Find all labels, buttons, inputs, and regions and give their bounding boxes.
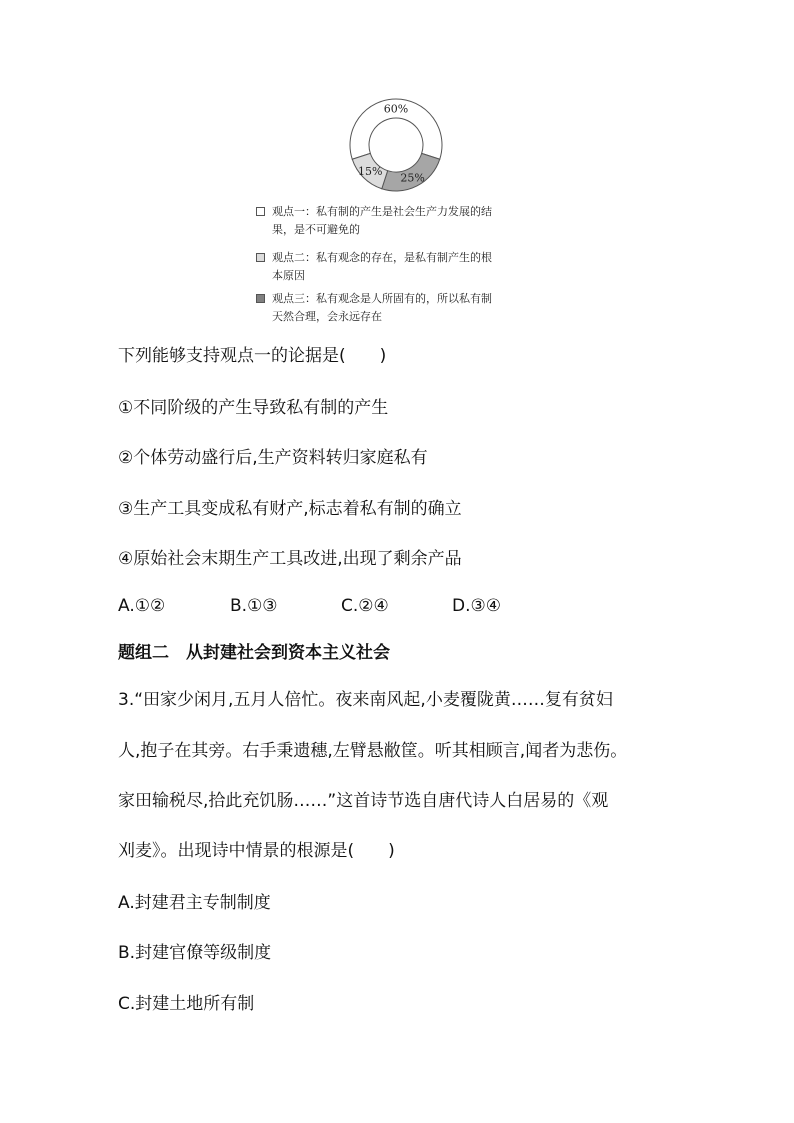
legend-swatch-2 [256,253,265,262]
option-a: A.①② [118,596,166,616]
donut-slice-label-1: 60% [383,102,409,116]
question-3-option-a: A.封建君主专制制度 [118,893,271,913]
question-3-option-c: C.封建土地所有制 [118,994,255,1014]
question-3-line-3: 家田输税尽,拾此充饥肠……”这首诗节选自唐代诗人白居易的《观 [118,791,609,811]
donut-slice-label-2: 25% [400,171,425,185]
legend-text-1b: 果，是不可避免的 [272,223,360,236]
question-3-line-1: 3.“田家少闲月,五月人倍忙。夜来南风起,小麦覆陇黄……复有贫妇 [118,690,613,710]
legend-swatch-3 [256,294,265,303]
option-c: C.②④ [341,596,389,616]
legend-swatch-1 [256,207,265,216]
question-2-item-2: ②个体劳动盛行后,生产资料转归家庭私有 [118,448,428,468]
donut-slice-label-3: 15% [357,164,383,178]
legend-text-3b: 天然合理，会永远存在 [272,310,382,323]
question-3-option-b: B.封建官僚等级制度 [118,943,272,963]
donut-chart [340,94,452,196]
question-2-item-4: ④原始社会末期生产工具改进,出现了剩余产品 [118,549,462,569]
question-3-line-4: 刈麦》。出现诗中情景的根源是( ) [118,841,395,861]
legend-text-3a: 观点三：私有观念是人所固有的，所以私有制 [272,292,492,305]
legend-text-2a: 观点二：私有观念的存在，是私有制产生的根 [272,251,492,264]
option-b: B.①③ [230,596,278,616]
question-3-line-2: 人,抱子在其旁。右手秉遗穗,左臂悬敝筐。听其相顾言,闻者为悲伤。 [118,741,628,761]
section-title: 题组二 从封建社会到资本主义社会 [118,643,390,663]
question-2-stem: 下列能够支持观点一的论据是( ) [118,346,387,366]
option-d: D.③④ [452,596,501,616]
legend-text-2b: 本原因 [272,269,305,282]
legend-text-1a: 观点一：私有制的产生是社会生产力发展的结 [272,205,492,218]
question-2-item-3: ③生产工具变成私有财产,标志着私有制的确立 [118,499,462,519]
question-2-item-1: ①不同阶级的产生导致私有制的产生 [118,398,389,418]
